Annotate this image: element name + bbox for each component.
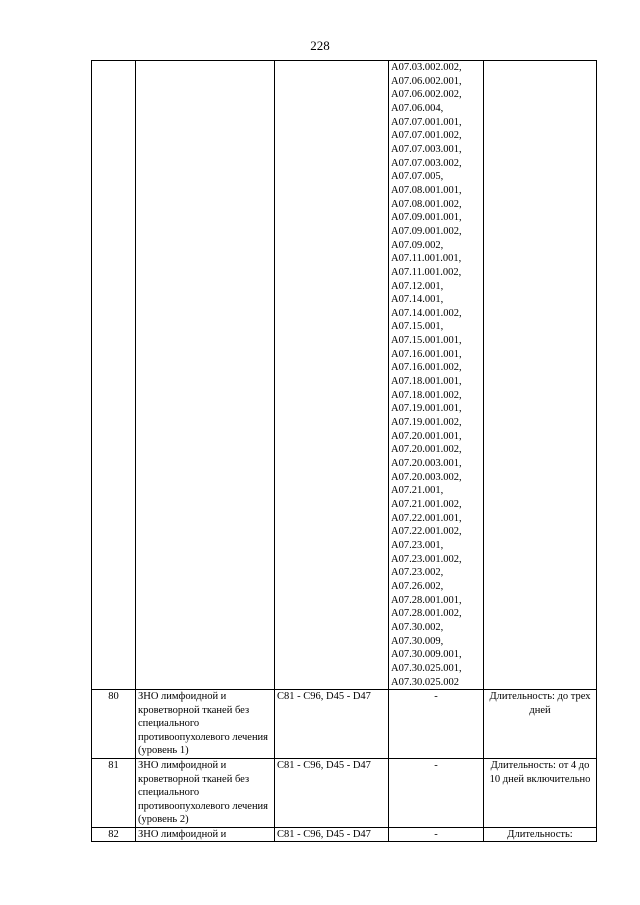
- service-code: A07.22.001.002,: [391, 526, 462, 538]
- continuation-diagnosis-cell: [275, 61, 389, 690]
- service-code: A07.06.002.001,: [391, 75, 462, 87]
- service-code: A07.30.025.002: [391, 676, 459, 688]
- service-code: A07.14.001.002,: [391, 307, 462, 319]
- service-code: A07.07.003.001,: [391, 143, 462, 155]
- table-row: [92, 690, 597, 759]
- row-services: -: [389, 690, 484, 759]
- service-code: A07.06.004,: [391, 102, 444, 114]
- service-code: A07.21.001,: [391, 485, 444, 497]
- service-code: A07.20.001.001,: [391, 430, 462, 442]
- service-code: A07.08.001.002,: [391, 198, 462, 210]
- continuation-notes-cell: [484, 61, 597, 690]
- service-code: A07.03.002.002,: [391, 62, 462, 73]
- row-services: -: [389, 827, 484, 842]
- document-table: [91, 60, 597, 842]
- service-code: A07.28.001.002,: [391, 608, 462, 620]
- service-code: A07.06.002.002,: [391, 89, 462, 101]
- service-code: A07.07.001.002,: [391, 130, 462, 142]
- service-code: A07.14.001,: [391, 294, 444, 306]
- page-number: 228: [310, 38, 330, 53]
- service-code: A07.26.002,: [391, 580, 444, 592]
- row-diagnosis: C81 - C96, D45 - D47: [275, 759, 389, 828]
- row-diagnosis: C81 - C96, D45 - D47: [275, 827, 389, 842]
- row-number: 81: [92, 759, 136, 828]
- service-code: A07.07.001.001,: [391, 116, 462, 128]
- service-code: A07.08.001.001,: [391, 184, 462, 196]
- service-code: A07.30.002,: [391, 621, 444, 633]
- service-code: A07.30.009.001,: [391, 649, 462, 661]
- service-code: A07.20.003.001,: [391, 458, 462, 470]
- service-code: A07.16.001.001,: [391, 348, 462, 360]
- table-row: [92, 759, 597, 828]
- service-code: A07.30.009,: [391, 635, 444, 647]
- service-code: A07.07.005,: [391, 171, 444, 183]
- service-code: A07.07.003.002,: [391, 157, 462, 169]
- service-code: A07.18.001.001,: [391, 376, 462, 388]
- service-code: A07.09.001.001,: [391, 212, 462, 224]
- service-code: A07.23.002,: [391, 567, 444, 579]
- service-code: A07.18.001.002,: [391, 389, 462, 401]
- row-diagnosis: C81 - C96, D45 - D47: [275, 690, 389, 759]
- service-code: A07.19.001.002,: [391, 417, 462, 429]
- service-code: A07.15.001.001,: [391, 335, 462, 347]
- continuation-num-cell: [92, 61, 136, 690]
- row-services: -: [389, 759, 484, 828]
- service-code: A07.30.025.001,: [391, 662, 462, 674]
- row-name: ЗНО лимфоидной и кроветворной тканей без специального противоопухолевого лечения (уровень 2): [136, 759, 275, 828]
- row-name: ЗНО лимфоидной и кроветворной тканей без специального противоопухолевого лечения (уровень 1): [136, 690, 275, 759]
- continuation-name-cell: [136, 61, 275, 690]
- service-code: A07.12.001,: [391, 280, 444, 292]
- service-code: A07.11.001.001,: [391, 253, 462, 265]
- service-code: A07.11.001.002,: [391, 266, 462, 278]
- service-code: A07.16.001.002,: [391, 362, 462, 374]
- row-name: ЗНО лимфоидной и: [136, 827, 275, 842]
- service-code: A07.28.001.001,: [391, 594, 462, 606]
- service-code: A07.20.003.002,: [391, 471, 462, 483]
- row-notes: Длительность: от 4 до 10 дней включительно: [484, 759, 597, 828]
- service-code: A07.20.001.002,: [391, 444, 462, 456]
- continuation-row: [92, 61, 597, 690]
- service-code: A07.09.001.002,: [391, 225, 462, 237]
- row-number: 80: [92, 690, 136, 759]
- service-code: A07.19.001.001,: [391, 403, 462, 415]
- service-code: A07.23.001.002,: [391, 553, 462, 565]
- service-code: A07.09.002,: [391, 239, 444, 251]
- service-code: A07.23.001,: [391, 539, 444, 551]
- service-codes-cell: [389, 61, 484, 690]
- row-notes: Длительность: до трех дней: [484, 690, 597, 759]
- service-code: A07.21.001.002,: [391, 499, 462, 510]
- table-row: [92, 827, 597, 842]
- service-code: A07.15.001,: [391, 321, 444, 333]
- row-number: 82: [92, 827, 136, 842]
- row-notes: Длительность:: [484, 827, 597, 842]
- service-code: A07.22.001.001,: [391, 512, 462, 524]
